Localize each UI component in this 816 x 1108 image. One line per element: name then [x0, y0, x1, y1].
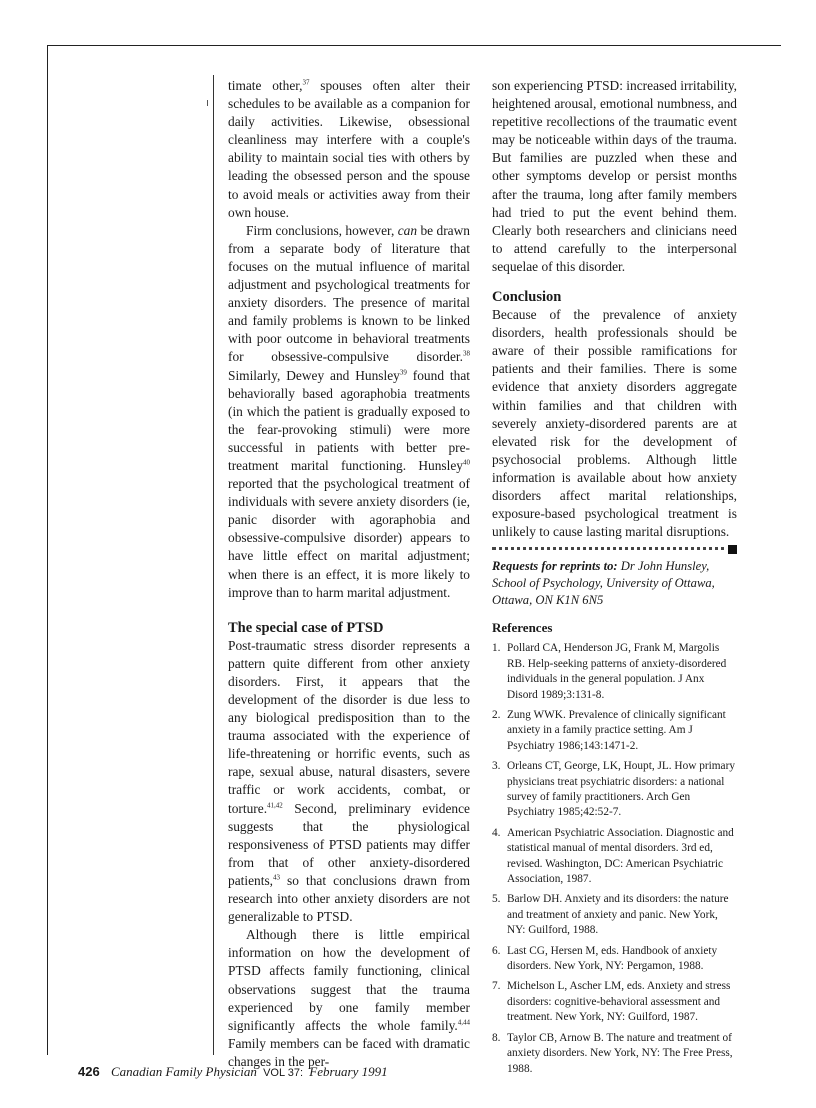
end-of-article-mark [728, 545, 737, 554]
volume: VOL 37: [263, 1067, 304, 1079]
paragraph: Because of the prevalence of anxiety disorders, health professionals should be aware of their possible ramifications for patients and their families. There is some evidence that anxiety disorders aggregate within families and that children with severely anxiety-disordered parents are at elevated risk for the development of psychosocial problems. Although little information is available about how anxiety disorders affect marital relationships, exposure-based psychological treatment is unlikely to cause lasting marital disruptions. [492, 306, 737, 541]
reference-item: 6. Last CG, Hersen M, eds. Handbook of anxiety disorders. New York, NY: Pergamon, 1988. [492, 944, 718, 973]
section-heading-conclusion: Conclusion [492, 289, 562, 306]
paragraph: Although there is little empirical information on how the development of PTSD affects family functioning, clinical observations suggest that the trauma experienced by one family member significantly affects the whole family.$^{4,44}$ Family members can be faced with dramatic changes in the per- [228, 927, 470, 1069]
reference-item: 8. Taylor CB, Arnow B. The nature and treatment of anxiety disorders. New York, NY: The Free Press, 1988. [492, 1031, 733, 1075]
margin-tick-mark [207, 100, 208, 106]
page-frame-left-rule [47, 45, 48, 1055]
page-footer [78, 1064, 388, 1080]
issue-date: February 1991 [309, 1064, 388, 1079]
paragraph: son experiencing PTSD: increased irritability, heightened arousal, emotional numbness, and repetitive recollections of the traumatic event may be noticeable within days of the trauma. But families are puzzled when these and other symptoms develop or persist months after the trauma, long after family members had tried to put the event behind them. Clearly both researchers and clinicians need to attend carefully to the interpersonal sequelae of this disorder. [492, 78, 737, 274]
page-frame-top-rule [47, 45, 781, 46]
paragraph: timate other,$^{37}$ spouses often alter their schedules to be available as a companion for daily activities. Likewise, obsessional cleanliness may interfere with a couple's ability to maintain social ties with others by leading the obsessed person and the spouse to avoid meals or activities away from their own house. [228, 78, 470, 220]
section-heading-ptsd: The special case of PTSD [228, 619, 384, 636]
references-heading: References [492, 620, 553, 636]
page-number: 426 [78, 1064, 100, 1079]
paragraph: Post-traumatic stress disorder represents a pattern quite different from other anxiety disorders. First, it appears that the development of the disorder is due less to any biological predisposition than to the trauma associated with the experience of life-threatening or horrific events, such as rape, sexual abuse, natural disasters, severe traffic or work accidents, combat, or torture.$^{41,42}$ Second, preliminary evidence suggests that the physiological responsiveness of PTSD patients may differ from that of other anxiety-disordered patients,$^{43}$ so that conclusions drawn from research into other anxiety disorders are not generalizable to PTSD. [228, 637, 470, 925]
references-list [492, 641, 737, 1077]
left-column [228, 77, 470, 1071]
paragraph: Firm conclusions, however, can be drawn from a separate body of literature that focuses on the mutual influence of marital adjustment and psychological treatments for anxiety disorders. The presence of marital and family problems is known to be linked with poor outcome in behavioral treatments for obsessive-compulsive disorder.$^{38}$ Similarly, Dewey and Hunsley$^{39}$ found that behaviorally based agoraphobia treatments (in which the patient is gradually exposed to the fear-provoking stimuli) were more successful in patients with better pre-treatment marital functioning. Hunsley$^{40}$ reported that the psychological treatment of individuals with severe anxiety disorders (ie, panic disorder with agoraphobia and obsessive-compulsive disorder) appears to have little effect on marital adjustment; when there is an effect, it is more likely to improve than to harm marital adjustment. [228, 222, 470, 600]
reprints-note: Requests for reprints to: Dr John Hunsley, School of Psychology, University of Ottawa, Ottawa, ON K1N 6N5 [492, 559, 715, 608]
dotted-separator [492, 547, 732, 550]
right-column [492, 77, 737, 1082]
reference-item: 1. Pollard CA, Henderson JG, Frank M, Margolis RB. Help-seeking patterns of anxiety-disordered individuals in the general population. J Anx Disord 1989;3:131-8. [492, 642, 727, 701]
column-gutter-rule [213, 75, 214, 1055]
journal-name: Canadian Family Physician [110, 1064, 257, 1079]
reference-item: 2. Zung WWK. Prevalence of clinically significant anxiety in a family practice setting. Am J Psychiatry 1986;143:1471-2. [492, 708, 726, 752]
reference-item: 7. Michelson L, Ascher LM, eds. Anxiety and stress disorders: cognitive-behavioral assessment and treatment. New York, NY: Guilford, 1987. [492, 980, 731, 1024]
reference-item: 4. American Psychiatric Association. Diagnostic and statistical manual of mental disorders. 3rd ed, revised. Washington, DC: American Psychiatric Association, 1987. [492, 826, 734, 886]
reference-item: 3. Orleans CT, George, LK, Houpt, JL. How primary physicians treat psychiatric disorders: a national survey of family practitioners. Arch Gen Psychiatry 1985;42:52-7. [492, 760, 735, 819]
reference-item: 5. Barlow DH. Anxiety and its disorders: the nature and treatment of anxiety and panic. New York, NY: Guilford, 1988. [492, 893, 729, 937]
